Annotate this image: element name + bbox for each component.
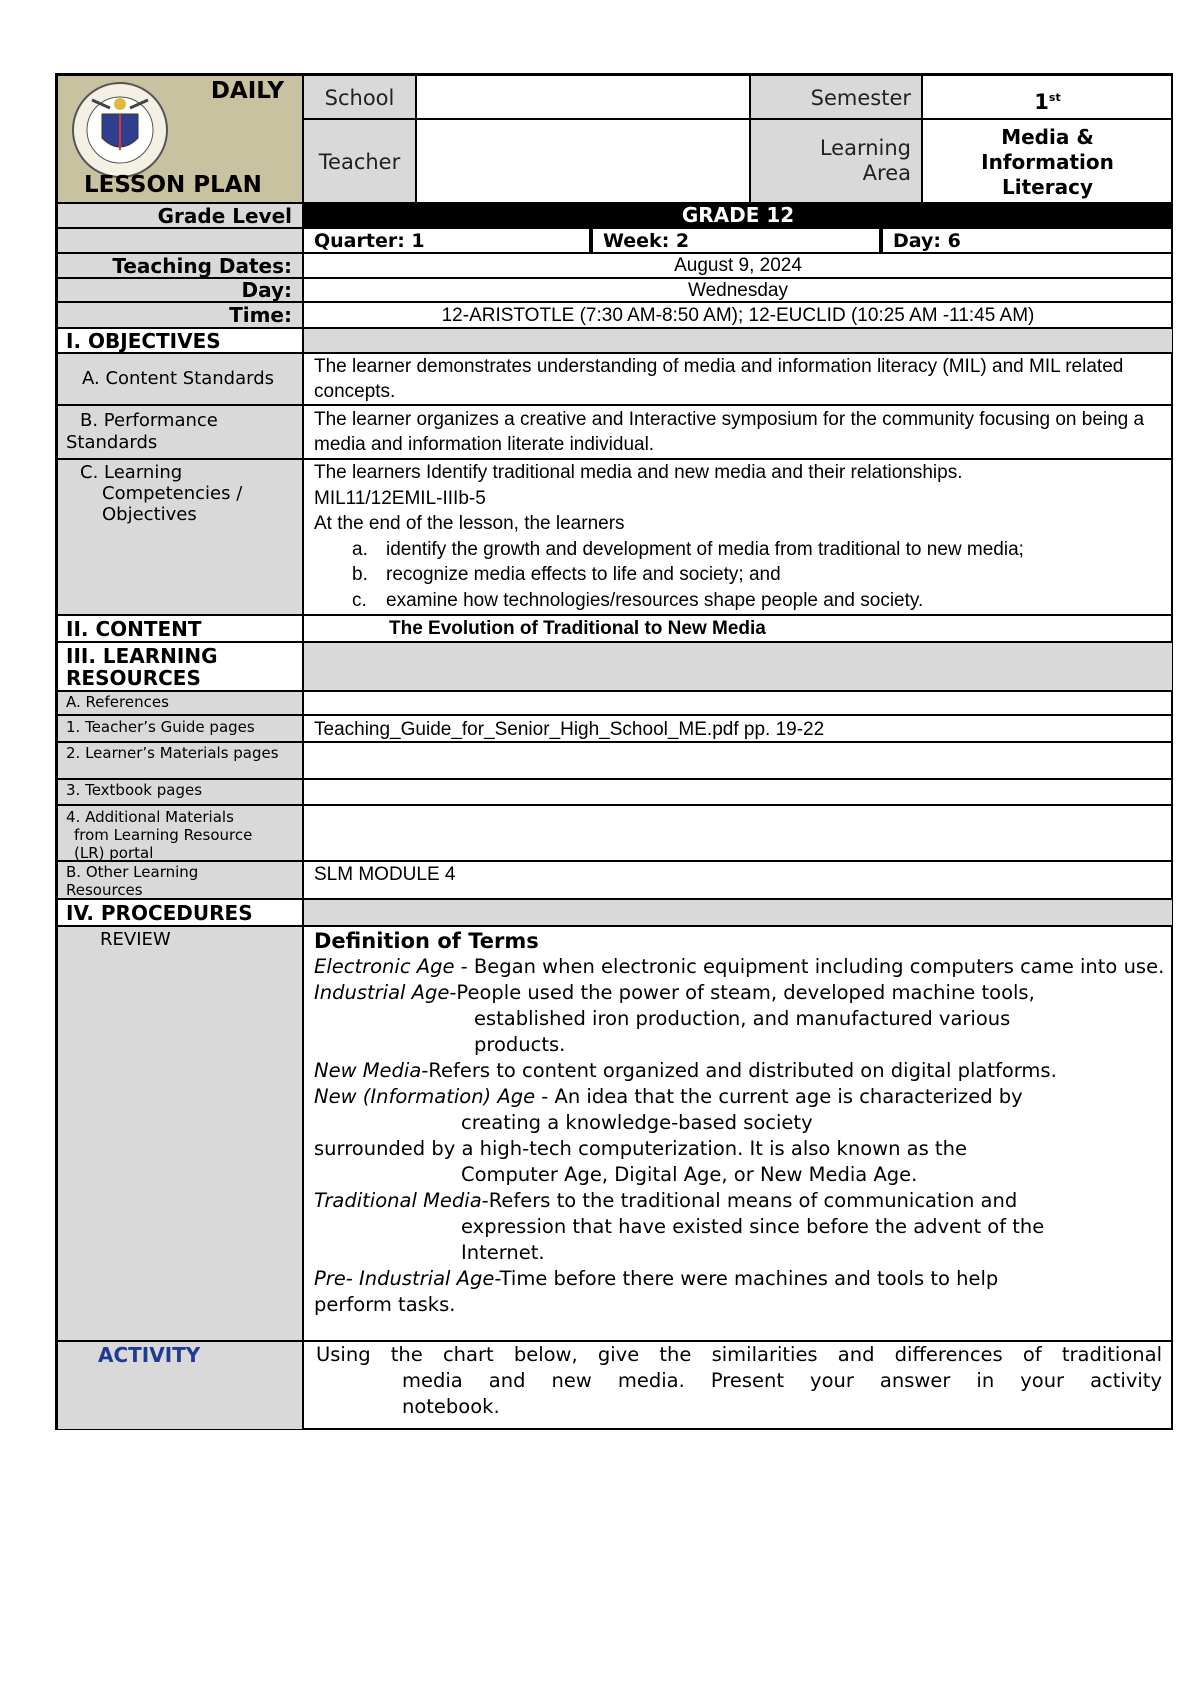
day-number-cell	[882, 228, 1173, 253]
term-newage-name: New (Information) Age	[314, 1085, 536, 1108]
activity-line-1: Using the chart below, give the similarities and differences of traditional	[316, 1343, 1162, 1366]
learning-area-value-1: Media &	[1001, 125, 1094, 149]
list-item	[314, 562, 1172, 588]
content-heading-cell	[57, 615, 303, 642]
grade-level-label: Grade Level	[157, 204, 292, 228]
grade-level-label-cell	[57, 203, 303, 228]
objectives-heading: I. OBJECTIVES	[66, 329, 221, 353]
references-value	[303, 691, 1173, 715]
term-traditional	[314, 1188, 1172, 1214]
references-label: A. References	[66, 693, 169, 711]
resources-heading-fill	[303, 642, 1173, 691]
day-label-cell	[57, 278, 303, 302]
review-label: REVIEW	[100, 929, 171, 950]
competency-list	[314, 537, 1172, 614]
day-value-cell	[303, 278, 1173, 302]
term-electronic	[314, 954, 1172, 980]
list-marker: c.	[352, 589, 367, 611]
term-traditional-def-3: Internet.	[461, 1241, 545, 1264]
week: Week: 2	[603, 230, 690, 252]
day-value: Wednesday	[688, 280, 788, 301]
title-daily: DAILY	[210, 78, 284, 104]
teaching-dates-value-cell	[303, 253, 1173, 278]
term-preindustrial	[314, 1266, 1172, 1292]
activity-label: ACTIVITY	[98, 1343, 201, 1367]
term-electronic-def: - Began when electronic equipment including computers came into use.	[454, 955, 1165, 978]
grade-level-value-cell	[303, 203, 1173, 228]
competency-label-3: Objectives	[102, 504, 197, 525]
lesson-plan-table	[55, 73, 1173, 1430]
semester-label: Semester	[810, 86, 911, 110]
textbook-label: 3. Textbook pages	[66, 781, 203, 799]
term-traditional-def-2: expression that have existed since before the advent of the	[461, 1215, 1045, 1238]
other-resources-value-cell	[303, 861, 1173, 899]
term-preindustrial-name: Pre- Industrial Age	[314, 1267, 495, 1290]
additional-label-3: (LR) portal	[74, 844, 154, 861]
term-industrial-def-1: -People used the power of steam, developed machine tools,	[449, 981, 1035, 1004]
additional-value	[303, 805, 1173, 861]
time-value: 12-ARISTOTLE (7:30 AM-8:50 AM); 12-EUCLID (10:25 AM -11:45 AM)	[441, 305, 1035, 326]
performance-standards-value: The learner organizes a creative and Interactive symposium for the community focusing on being a media and information literate individual.	[303, 405, 1173, 459]
day-label: Day:	[241, 278, 292, 302]
resources-heading-2: RESOURCES	[66, 666, 201, 690]
school-label-cell	[303, 75, 416, 119]
lm-label-cell	[57, 742, 303, 779]
list-marker: a.	[352, 538, 368, 560]
additional-label-cell	[57, 805, 303, 861]
list-item	[314, 588, 1172, 614]
term-industrial-def-2: established iron production, and manufactured various	[474, 1007, 1011, 1030]
performance-label-2: Standards	[66, 432, 158, 453]
school-value[interactable]	[416, 75, 750, 119]
term-newage-def-1: - An idea that the current age is characterized by	[535, 1085, 1023, 1108]
content-value: The Evolution of Traditional to New Media	[389, 618, 766, 639]
procedures-heading-cell	[57, 899, 303, 926]
teaching-dates-label-cell	[57, 253, 303, 278]
teacher-label-cell	[303, 119, 416, 203]
list-marker: b.	[352, 564, 368, 585]
time-label-cell	[57, 302, 303, 328]
lm-label: 2. Learner’s Materials pages	[66, 744, 279, 762]
review-title: Definition of Terms	[314, 929, 539, 953]
teaching-dates-value: August 9, 2024	[674, 255, 802, 276]
resources-heading-1: III. LEARNING	[66, 644, 218, 668]
term-newage-def-2: creating a knowledge-based society	[461, 1111, 813, 1134]
learning-area-label-cell	[750, 119, 922, 203]
term-industrial-def-3: products.	[474, 1033, 566, 1056]
tg-label: 1. Teacher’s Guide pages	[66, 718, 255, 736]
learning-area-label-2: Area	[862, 161, 911, 185]
term-traditional-name: Traditional Media	[314, 1189, 482, 1212]
teaching-dates-label: Teaching Dates:	[112, 254, 292, 278]
tg-label-cell	[57, 715, 303, 742]
activity-label-cell	[57, 1341, 303, 1430]
competencies-label-cell	[57, 459, 303, 615]
term-newmedia-name: New Media	[314, 1059, 422, 1082]
activity-line-2: media and new media. Present your answer in your activity	[402, 1369, 1162, 1392]
quarter: Quarter: 1	[314, 230, 425, 252]
term-industrial	[314, 980, 1172, 1006]
competency-label-2: Competencies /	[102, 483, 243, 504]
performance-label-1: B. Performance	[80, 410, 218, 431]
lm-value	[303, 742, 1173, 779]
competencies-value-cell	[303, 459, 1173, 615]
deped-seal-icon	[70, 80, 170, 180]
tg-value-cell	[303, 715, 1173, 742]
objectives-heading-cell	[57, 328, 303, 353]
term-newage-def-4: Computer Age, Digital Age, or New Media Age.	[461, 1163, 918, 1186]
term-traditional-def-1: -Refers to the traditional means of communication and	[481, 1189, 1018, 1212]
textbook-label-cell	[57, 779, 303, 805]
term-preindustrial-def-1: -Time before there were machines and tools to help	[494, 1267, 999, 1290]
schedule-blank-cell	[57, 228, 303, 253]
objectives-heading-fill	[303, 328, 1173, 353]
list-text: identify the growth and development of media from traditional to new media;	[386, 538, 1024, 560]
additional-label-1: 4. Additional Materials	[66, 808, 234, 826]
term-newmedia	[314, 1058, 1172, 1084]
learning-area-label-1: Learning	[819, 136, 911, 160]
textbook-value	[303, 779, 1173, 805]
list-text: recognize media effects to life and society; and	[386, 564, 781, 585]
semester-sup: st	[1048, 91, 1061, 104]
competency-code: MIL11/12EMIL-IIIb-5	[314, 487, 486, 509]
activity-line-3: notebook.	[402, 1395, 500, 1418]
term-newmedia-def: -Refers to content organized and distributed on digital platforms.	[421, 1059, 1057, 1082]
term-preindustrial-def-2: perform tasks.	[314, 1293, 456, 1316]
school-label: School	[324, 86, 395, 110]
content-standards-label-cell	[57, 353, 303, 405]
references-label-cell	[57, 691, 303, 715]
teacher-value[interactable]	[416, 119, 750, 203]
semester-value: 1	[1034, 90, 1049, 114]
semester-label-cell	[750, 75, 922, 119]
quarter-cell	[303, 228, 592, 253]
teacher-label: Teacher	[318, 150, 401, 174]
grade-level-value: GRADE 12	[681, 203, 795, 227]
content-heading: II. CONTENT	[66, 617, 202, 641]
other-label-1: B. Other Learning	[66, 863, 199, 881]
content-value-cell	[303, 615, 1173, 642]
competency-line1: The learners Identify traditional media and new media and their relationships.	[314, 462, 963, 483]
title-lesson-plan: LESSON PLAN	[84, 172, 262, 198]
content-standards-label: A. Content Standards	[82, 368, 275, 389]
day-number: Day: 6	[893, 230, 961, 252]
learning-area-value-3: Literacy	[1002, 175, 1093, 199]
term-electronic-name: Electronic Age	[314, 955, 455, 978]
competency-label-1: C. Learning	[80, 462, 183, 483]
resources-heading-cell	[57, 642, 303, 691]
time-label: Time:	[229, 303, 292, 327]
list-text: examine how technologies/resources shape people and society.	[386, 589, 924, 611]
procedures-heading: IV. PROCEDURES	[66, 901, 253, 925]
tg-value: Teaching_Guide_for_Senior_High_School_ME.pdf pp. 19-22	[314, 719, 825, 740]
review-label-cell	[57, 926, 303, 1341]
learning-area-value-cell	[922, 119, 1173, 203]
term-industrial-name: Industrial Age	[314, 981, 450, 1004]
other-label-2: Resources	[66, 881, 143, 899]
competency-intro: At the end of the lesson, the learners	[314, 513, 625, 534]
week-cell	[592, 228, 882, 253]
content-standards-value: The learner demonstrates understanding of media and information literacy (MIL) and MIL related concepts.	[303, 353, 1173, 405]
term-newage-def-3: surrounded by a high-tech computerization. It is also known as the	[314, 1137, 967, 1160]
review-content-cell	[303, 926, 1173, 1341]
learning-area-value-2: Information	[981, 150, 1114, 174]
additional-label-2: from Learning Resource	[74, 826, 253, 844]
procedures-heading-fill	[303, 899, 1173, 926]
performance-standards-label-cell	[57, 405, 303, 459]
term-newage	[314, 1084, 1172, 1110]
time-value-cell	[303, 302, 1173, 328]
other-resources-value: SLM MODULE 4	[314, 864, 456, 885]
list-item	[314, 537, 1172, 563]
semester-value-cell	[922, 75, 1173, 119]
activity-content-cell	[303, 1341, 1173, 1430]
title-cell	[57, 75, 303, 203]
other-resources-label-cell	[57, 861, 303, 899]
